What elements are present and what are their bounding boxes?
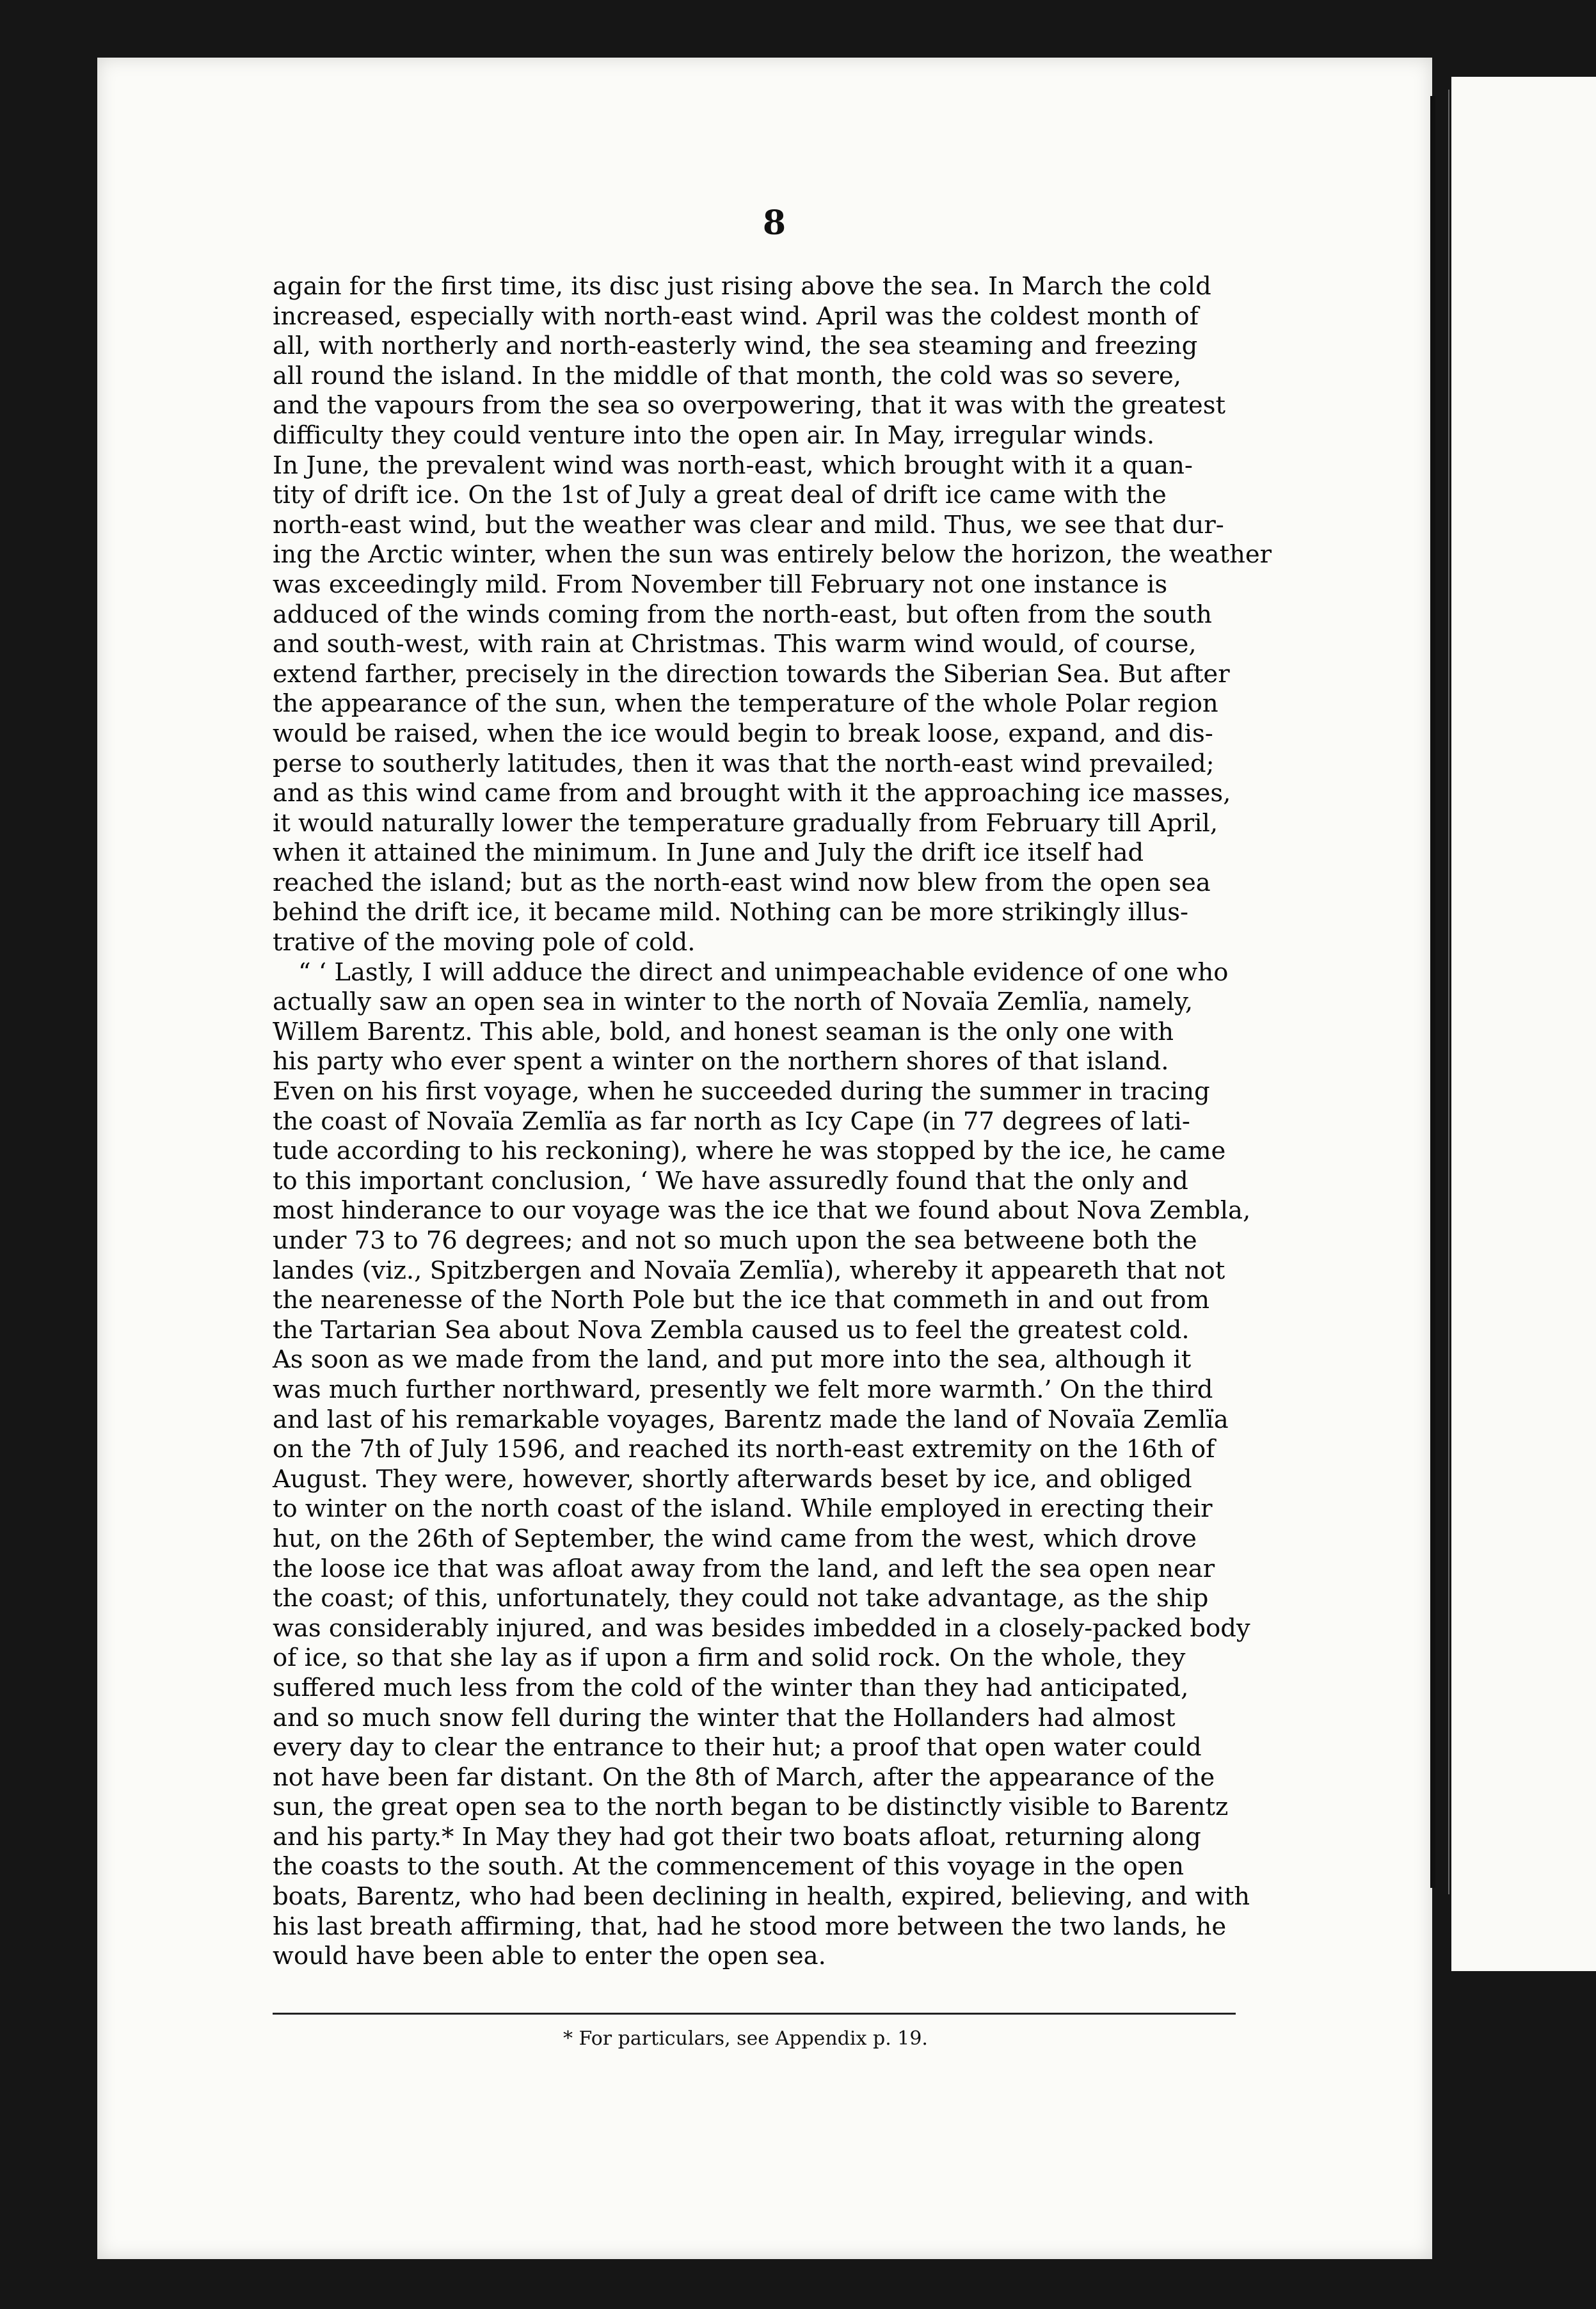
text-line: on the 7th of July 1596, and reached its north-east extremity on the 16th of <box>273 1435 1215 1464</box>
body-text <box>273 272 1272 1972</box>
footnote: * For particulars, see Appendix p. 19. <box>563 2027 928 2050</box>
text-line: extend farther, precisely in the direction towards the Siberian Sea. But after <box>273 659 1230 689</box>
text-line: his party who ever spent a winter on the northern shores of that island. <box>273 1047 1169 1076</box>
text-line: reached the island; but as the north-east wind now blew from the open sea <box>273 868 1211 897</box>
text-line: would be raised, when the ice would begin to break loose, expand, and dis- <box>273 719 1213 748</box>
text-line: and his party.* In May they had got their two boats afloat, returning along <box>273 1822 1201 1851</box>
text-line: of ice, so that she lay as if upon a firm and solid rock. On the whole, they <box>273 1643 1186 1673</box>
text-line: increased, especially with north-east wind. April was the coldest month of <box>273 301 1199 331</box>
text-line: and so much snow fell during the winter that the Hollanders had almost <box>273 1703 1176 1732</box>
text-line: all, with northerly and north-easterly wind, the sea steaming and freezing <box>273 332 1198 361</box>
text-line: hut, on the 26th of September, the wind came from the west, which drove <box>273 1524 1197 1553</box>
text-line: August. They were, however, shortly afterwards beset by ice, and obliged <box>273 1464 1192 1494</box>
text-line: and the vapours from the sea so overpowering, that it was with the greatest <box>273 391 1225 420</box>
text-line: the appearance of the sun, when the temperature of the whole Polar region <box>273 689 1218 719</box>
text-line: the coasts to the south. At the commencement of this voyage in the open <box>273 1852 1185 1882</box>
page-number: 8 <box>762 204 786 243</box>
text-line: Even on his first voyage, when he succeeded during the summer in tracing <box>273 1077 1210 1107</box>
text-line: would have been able to enter the open sea. <box>273 1942 826 1971</box>
text-line: and as this wind came from and brought with it the approaching ice masses, <box>273 779 1231 808</box>
text-line: tity of drift ice. On the 1st of July a great deal of drift ice came with the <box>273 481 1167 510</box>
text-line: the loose ice that was afloat away from the land, and left the sea open near <box>273 1554 1215 1583</box>
text-line: difficulty they could venture into the open air. In May, irregular winds. <box>273 420 1155 450</box>
text-line: In June, the prevalent wind was north-east, which brought with it a quan- <box>273 451 1193 480</box>
text-line: boats, Barentz, who had been declining in health, expired, believing, and with <box>273 1882 1250 1912</box>
text-line: under 73 to 76 degrees; and not so much upon the sea betweene both the <box>273 1226 1197 1255</box>
text-line: actually saw an open sea in winter to the north of Novaïa Zemlïa, namely, <box>273 987 1193 1017</box>
text-line: to winter on the north coast of the island. While employed in erecting their <box>273 1494 1213 1524</box>
adjacent-page-edge <box>1451 77 1596 1971</box>
footnote-rule <box>273 2013 1236 2015</box>
text-line: the coast; of this, unfortunately, they could not take advantage, as the ship <box>273 1584 1209 1613</box>
text-line: suffered much less from the cold of the winter than they had anticipated, <box>273 1673 1189 1702</box>
text-line: As soon as we made from the land, and put more into the sea, although it <box>273 1345 1192 1375</box>
text-line: and south-west, with rain at Christmas. This warm wind would, of course, <box>273 630 1197 659</box>
text-line: landes (viz., Spitzbergen and Novaïa Zemlïa), whereby it appeareth that not <box>273 1256 1225 1285</box>
text-line: north-east wind, but the weather was clear and mild. Thus, we see that dur- <box>273 510 1224 539</box>
text-line: to this important conclusion, ‘ We have assuredly found that the only and <box>273 1166 1188 1195</box>
text-line: his last breath affirming, that, had he stood more between the two lands, he <box>273 1912 1227 1941</box>
text-line: behind the drift ice, it became mild. Nothing can be more strikingly illus- <box>273 898 1189 927</box>
text-line: and last of his remarkable voyages, Barentz made the land of Novaïa Zemlïa <box>273 1405 1229 1434</box>
text-line: “ ‘ Lastly, I will adduce the direct and unimpeachable evidence of one who <box>298 957 1229 987</box>
text-line: again for the first time, its disc just rising above the sea. In March the cold <box>273 272 1211 301</box>
text-line: not have been far distant. On the 8th of March, after the appearance of the <box>273 1762 1215 1792</box>
text-line: all round the island. In the middle of that month, the cold was so severe, <box>273 361 1182 390</box>
text-line: tude according to his reckoning), where he was stopped by the ice, he came <box>273 1137 1226 1166</box>
text-line: perse to southerly latitudes, then it was that the north-east wind prevailed; <box>273 749 1215 778</box>
text-line: adduced of the winds coming from the north-east, but often from the south <box>273 600 1212 629</box>
text-line: the nearenesse of the North Pole but the ice that commeth in and out from <box>273 1286 1210 1315</box>
text-line: most hinderance to our voyage was the ice that we found about Nova Zembla, <box>273 1196 1251 1226</box>
text-line: the Tartarian Sea about Nova Zembla caused us to feel the greatest cold. <box>273 1315 1190 1345</box>
text-line: the coast of Novaïa Zemlïa as far north as Icy Cape (in 77 degrees of lati- <box>273 1107 1190 1136</box>
text-line: was much further northward, presently we felt more warmth.’ On the third <box>273 1375 1213 1404</box>
text-line: sun, the great open sea to the north began to be distinctly visible to Barentz <box>273 1793 1229 1822</box>
binding-gutter-line <box>1430 96 1435 1888</box>
text-line: Willem Barentz. This able, bold, and honest seaman is the only one with <box>273 1017 1174 1046</box>
text-line: when it attained the minimum. In June and July the drift ice itself had <box>273 838 1144 868</box>
text-line: it would naturally lower the temperature gradually from February till April, <box>273 808 1218 838</box>
text-line: was considerably injured, and was besides imbedded in a closely-packed body <box>273 1613 1250 1643</box>
page-edge-line <box>1448 90 1449 1894</box>
text-line: trative of the moving pole of cold. <box>273 928 696 957</box>
text-line: every day to clear the entrance to their hut; a proof that open water could <box>273 1733 1202 1762</box>
text-line: ing the Arctic winter, when the sun was entirely below the horizon, the weather <box>273 540 1272 570</box>
text-line: was exceedingly mild. From November till February not one instance is <box>273 570 1168 599</box>
